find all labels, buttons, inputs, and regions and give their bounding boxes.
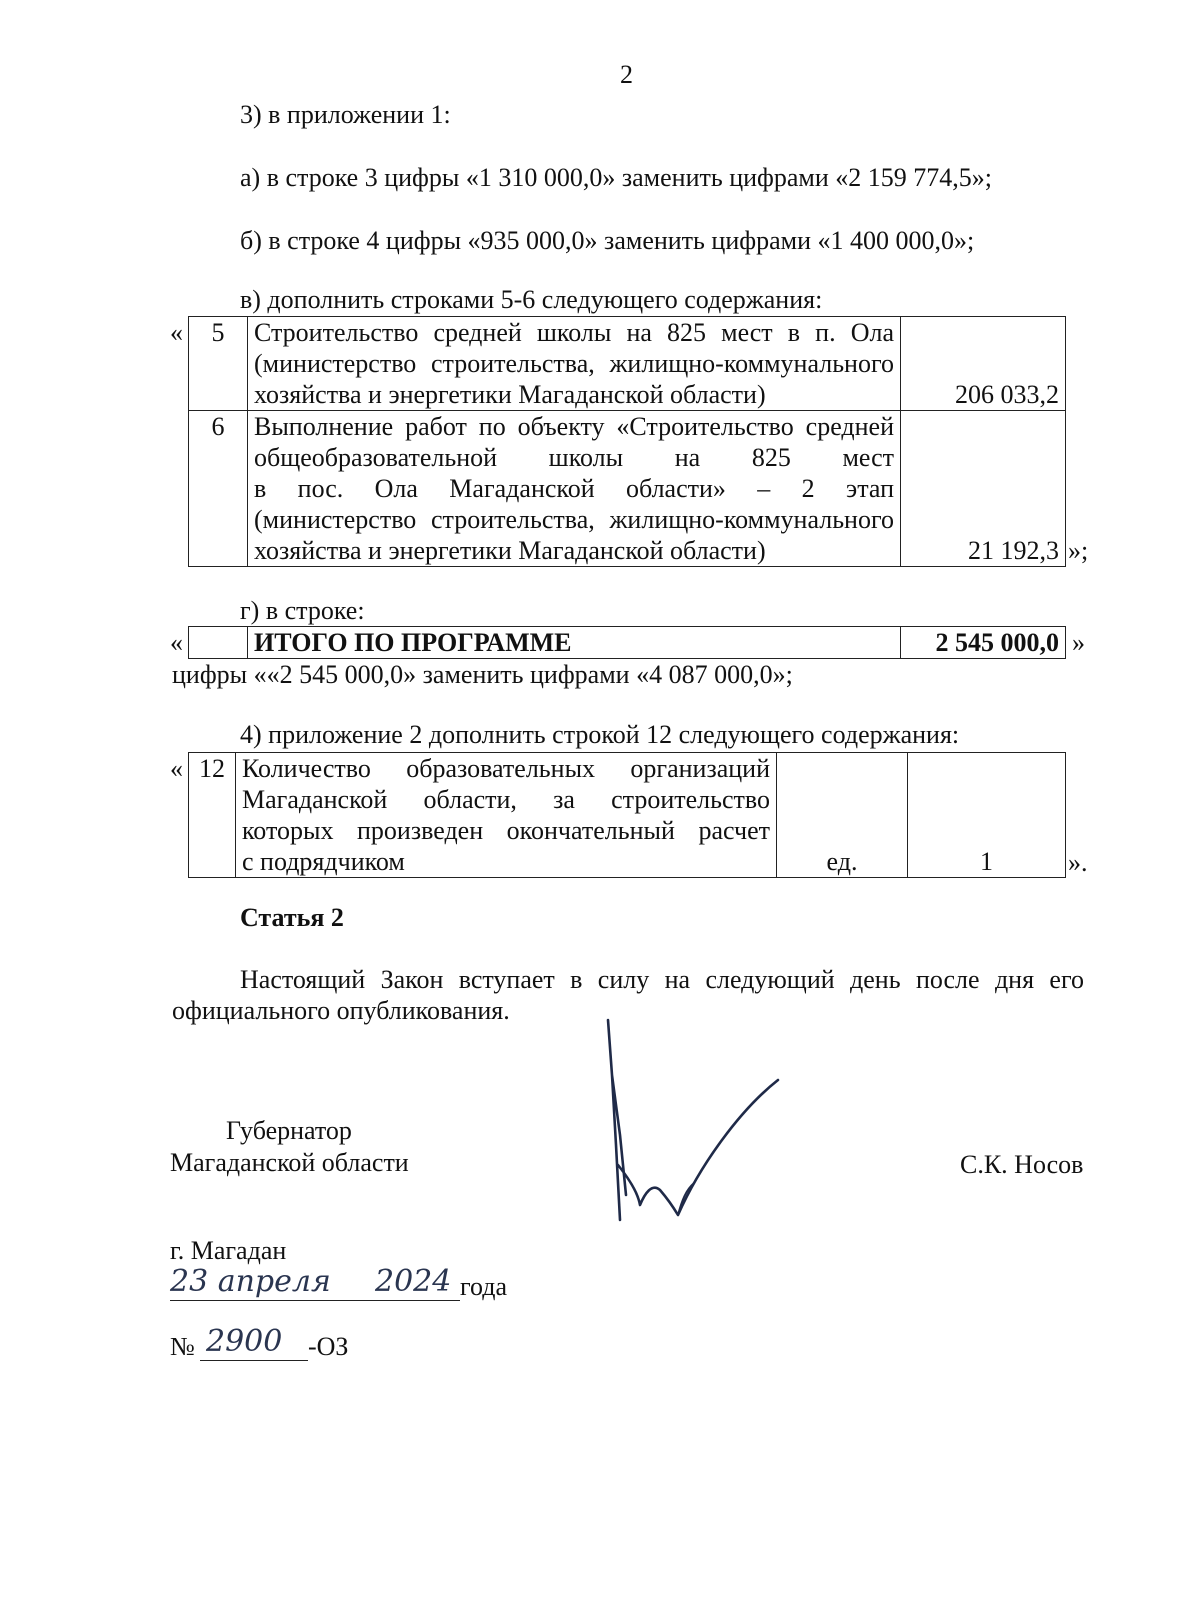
date-handwritten-year: 2024 bbox=[375, 1264, 452, 1299]
total-label: ИТОГО ПО ПРОГРАММЕ bbox=[248, 627, 901, 659]
table-row bbox=[189, 627, 1066, 659]
table1-open-quote: « bbox=[170, 318, 183, 347]
description-line: (министерство строительства, жилищно-коммунального bbox=[254, 505, 894, 534]
table-row bbox=[189, 411, 1066, 567]
description-line: общеобразовательной школы на 825 мест bbox=[254, 443, 894, 472]
date-suffix: года bbox=[460, 1272, 508, 1301]
item3-b: б) в строке 4 цифры «935 000,0» заменить цифрами «1 400 000,0»; bbox=[240, 226, 975, 255]
table1-close-quote: »; bbox=[1068, 536, 1089, 565]
item3-intro: 3) в приложении 1: bbox=[240, 100, 451, 129]
table1 bbox=[188, 316, 1066, 567]
description-line: Магаданской области, за строительство bbox=[242, 785, 770, 814]
row-amount: 21 192,3 bbox=[901, 411, 1066, 567]
row-unit: ед. bbox=[777, 753, 908, 878]
row-number: 12 bbox=[189, 753, 236, 878]
total-open-quote: « bbox=[170, 628, 183, 657]
description-line: Количество образовательных организаций bbox=[242, 754, 770, 783]
law-number bbox=[170, 1324, 370, 1364]
row-amount: 206 033,2 bbox=[901, 317, 1066, 411]
row-description bbox=[236, 753, 777, 878]
description-line: в пос. Ола Магаданской области» – 2 этап bbox=[254, 474, 894, 503]
row-description bbox=[248, 411, 901, 567]
description-line: (министерство строительства, жилищно-коммунального bbox=[254, 349, 894, 378]
article-title: Статья 2 bbox=[240, 903, 344, 932]
page-number: 2 bbox=[620, 60, 633, 89]
table-row bbox=[189, 753, 1066, 878]
item4: 4) приложение 2 дополнить строкой 12 следующего содержания: bbox=[240, 720, 960, 749]
date-handwritten-day-month: 23 апреля bbox=[170, 1264, 331, 1299]
place: г. Магадан bbox=[170, 1236, 287, 1265]
row-number: 5 bbox=[189, 317, 248, 411]
description-line: Выполнение работ по объекту «Строительство средней bbox=[254, 412, 894, 441]
row-description bbox=[248, 317, 901, 411]
item3-a: а) в строке 3 цифры «1 310 000,0» заменить цифрами «2 159 774,5»; bbox=[240, 163, 993, 192]
row-number: 6 bbox=[189, 411, 248, 567]
total-row-table bbox=[188, 626, 1066, 659]
signatory-name: С.К. Носов bbox=[960, 1150, 1084, 1179]
total-amount: 2 545 000,0 bbox=[901, 627, 1066, 659]
number-handwritten: 2900 bbox=[206, 1324, 283, 1359]
total-close-quote: » bbox=[1072, 628, 1085, 657]
number-prefix: № bbox=[170, 1332, 195, 1361]
signatory-title-line1: Губернатор bbox=[226, 1116, 352, 1145]
description-line: хозяйства и энергетики Магаданской области) bbox=[254, 380, 766, 409]
date-line bbox=[170, 1264, 530, 1304]
table2-close-quote: ». bbox=[1068, 848, 1088, 877]
table2-open-quote: « bbox=[170, 754, 183, 783]
date-underline bbox=[170, 1300, 460, 1301]
description-line: Строительство средней школы на 825 мест в п. Ола bbox=[254, 318, 894, 347]
row-value: 1 bbox=[908, 753, 1066, 878]
number-underline bbox=[200, 1360, 308, 1361]
description-line: которых произведен окончательный расчет bbox=[242, 816, 770, 845]
signatory-title-line2: Магаданской области bbox=[170, 1148, 409, 1177]
article-text-line: официального опубликования. bbox=[172, 996, 510, 1025]
description-line: хозяйства и энергетики Магаданской области) bbox=[254, 536, 766, 565]
number-suffix: -ОЗ bbox=[308, 1332, 349, 1361]
item3-g-text: цифры ««2 545 000,0» заменить цифрами «4 087 000,0»; bbox=[172, 660, 793, 689]
description-line: с подрядчиком bbox=[242, 847, 405, 876]
item3-v: в) дополнить строками 5-6 следующего содержания: bbox=[240, 285, 823, 314]
table2 bbox=[188, 752, 1066, 878]
item3-g: г) в строке: bbox=[240, 596, 365, 625]
total-empty-cell bbox=[189, 627, 248, 659]
signature-image bbox=[590, 1015, 790, 1230]
article-text-line: Настоящий Закон вступает в силу на следующий день после дня его bbox=[240, 965, 1084, 994]
table-row bbox=[189, 317, 1066, 411]
